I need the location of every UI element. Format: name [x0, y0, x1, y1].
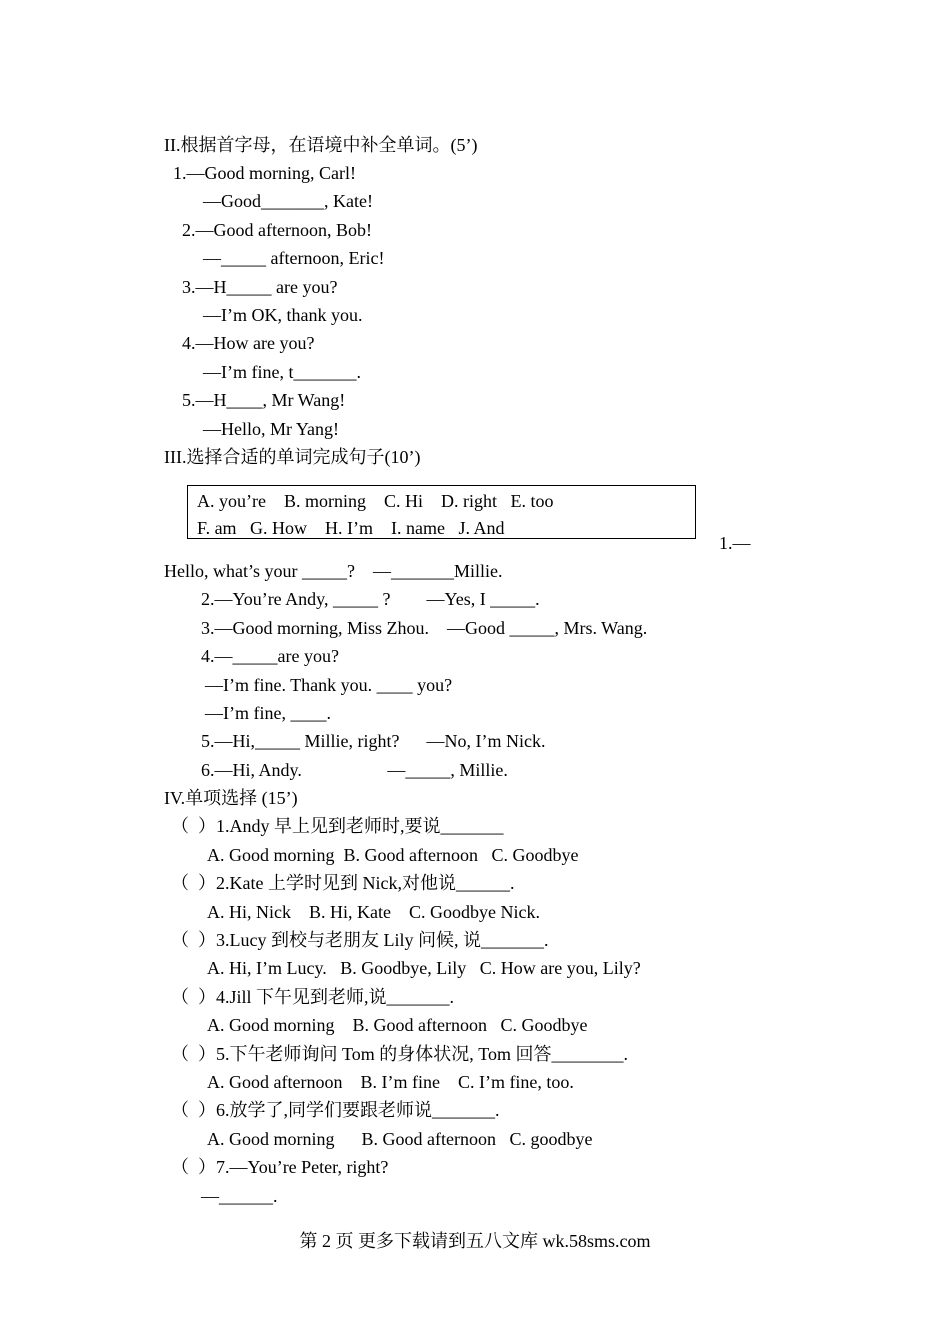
s3-line-5: —I’m fine. Thank you. ____ you?: [205, 675, 453, 695]
s2-line-5: 3.—H_____ are you?: [182, 277, 338, 297]
s4-question-4: （ ）4.Jill 下午见到老师,说_______.: [171, 987, 455, 1007]
s2-line-1: 1.—Good morning, Carl!: [173, 163, 356, 183]
s3-q1-number: 1.—: [719, 533, 751, 553]
section-2-title: II.根据首字母，在语境中补全单词。(5’): [164, 135, 478, 155]
s4-options-5: A. Good afternoon B. I’m fine C. I’m fine, too.: [207, 1072, 574, 1092]
s2-line-3: 2.—Good afternoon, Bob!: [182, 220, 372, 240]
s2-line-8: —I’m fine, t_______.: [203, 362, 361, 382]
page-footer: 第 2 页 更多下载请到五八文库 wk.58sms.com: [299, 1231, 651, 1251]
s2-line-7: 4.—How are you?: [182, 333, 315, 353]
s3-line-1: Hello, what’s your _____? —_______Millie.: [164, 561, 503, 581]
s4-question-2: （ ）2.Kate 上学时见到 Nick,对他说______.: [171, 873, 515, 893]
s4-question-6: （ ）6.放学了,同学们要跟老师说_______.: [171, 1100, 500, 1120]
s4-question-7: （ ）7.—You’re Peter, right?: [171, 1157, 389, 1177]
s3-line-3: 3.—Good morning, Miss Zhou. —Good _____, Mrs. Wang.: [201, 618, 648, 638]
s2-line-10: —Hello, Mr Yang!: [203, 419, 340, 439]
section-3-title: III.选择合适的单词完成句子(10’): [164, 447, 421, 467]
s3-line-7: 5.—Hi,_____ Millie, right? —No, I’m Nick.: [201, 731, 546, 751]
s4-answer-7: —______.: [201, 1186, 278, 1206]
s2-line-6: —I’m OK, thank you.: [203, 305, 363, 325]
s3-line-6: —I’m fine, ____.: [205, 703, 331, 723]
word-bank-row-1: A. you’re B. morning C. Hi D. right E. too: [197, 491, 554, 511]
s4-options-3: A. Hi, I’m Lucy. B. Goodbye, Lily C. How are you, Lily?: [207, 958, 641, 978]
s4-options-2: A. Hi, Nick B. Hi, Kate C. Goodbye Nick.: [207, 902, 540, 922]
s3-line-4: 4.—_____are you?: [201, 646, 339, 666]
s3-line-2: 2.—You’re Andy, _____ ? —Yes, I _____.: [201, 589, 540, 609]
section-4-title: IV.单项选择 (15’): [164, 788, 298, 808]
s4-options-1: A. Good morning B. Good afternoon C. Goodbye: [207, 845, 579, 865]
s2-line-4: —_____ afternoon, Eric!: [203, 248, 385, 268]
s3-line-8: 6.—Hi, Andy. —_____, Millie.: [201, 760, 508, 780]
word-bank-row-2: F. am G. How H. I’m I. name J. And: [197, 518, 505, 538]
s4-question-1: （ ）1.Andy 早上见到老师时,要说_______: [171, 816, 504, 836]
s2-line-9: 5.—H____, Mr Wang!: [182, 390, 346, 410]
word-bank-box: [187, 485, 696, 539]
s4-options-6: A. Good morning B. Good afternoon C. goodbye: [207, 1129, 593, 1149]
s4-options-4: A. Good morning B. Good afternoon C. Goodbye: [207, 1015, 588, 1035]
s2-line-2: —Good_______, Kate!: [203, 191, 373, 211]
s4-question-5: （ ）5.下午老师询问 Tom 的身体状况, Tom 回答________.: [171, 1044, 628, 1064]
s4-question-3: （ ）3.Lucy 到校与老朋友 Lily 问候, 说_______.: [171, 930, 549, 950]
